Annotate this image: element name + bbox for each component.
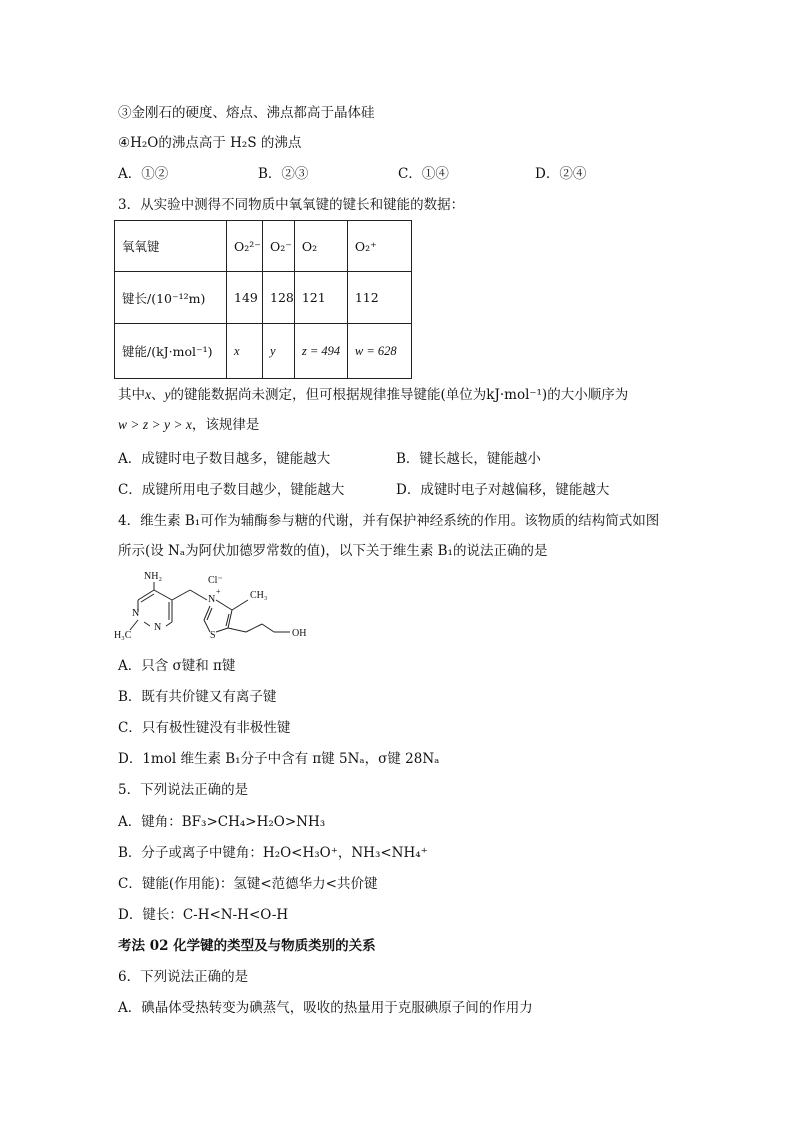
label-s: S <box>210 630 216 641</box>
bond-data-table <box>114 220 412 379</box>
q3-order: w > z > y > x，该规律是 <box>118 417 260 433</box>
q5-option-c: C．键能(作用能)：氢键<范德华力<共价键 <box>118 876 378 892</box>
q3-option-c: C．成键所用电子数目越少，键能越大 <box>118 482 345 498</box>
q4-option-a: A．只含 σ键和 π键 <box>118 658 236 674</box>
q4-option-d: D．1mol 维生素 B₁分子中含有 π键 5Nₐ，σ键 28Nₐ <box>118 751 440 767</box>
species-o2-minus: O₂⁻ <box>263 221 295 272</box>
question-5: 5．下列说法正确的是 <box>118 782 249 798</box>
question-4-line2: 所示(设 Nₐ为阿伏加德罗常数的值)，以下关于维生素 B₁的说法正确的是 <box>118 543 548 559</box>
q5-option-b: B．分子或离子中键角：H₂O<H₃O⁺，NH₃<NH₄⁺ <box>118 845 428 861</box>
q3-explanation: 其中x、y的键能数据尚未测定，但可根据规律推导键能(单位为kJ·mol⁻¹)的大小顺序为 <box>118 387 629 403</box>
q5-option-d: D．键长：C-H<N-H<O-H <box>118 907 289 923</box>
label-ch3: CH₃ <box>250 590 268 601</box>
length-value: 121 <box>294 272 347 324</box>
label-plus: + <box>216 587 221 596</box>
q3-option-b: B．键长越长，键能越小 <box>396 451 541 467</box>
label-n1: N <box>132 608 140 619</box>
statement-3: ③金刚石的硬度、熔点、沸点都高于晶体硅 <box>118 105 375 121</box>
length-value: 128 <box>263 272 295 324</box>
q3-option-a: A．成键时电子数目越多，键能越大 <box>118 451 331 467</box>
label-cl: Cl⁻ <box>208 575 223 586</box>
label-h3c: H₃C <box>114 630 132 641</box>
row-label-energy: 键能/(kJ·mol⁻¹) <box>115 324 227 379</box>
q2-option-a: A．①② <box>118 166 169 182</box>
energy-value: x <box>227 324 263 379</box>
row-label-bond: 氧氧键 <box>115 221 227 272</box>
species-o2: O₂ <box>294 221 347 272</box>
label-n2: N <box>154 622 162 633</box>
energy-value: y <box>263 324 295 379</box>
energy-value: z = 494 <box>294 324 347 379</box>
question-4-line1: 4．维生素 B₁可作为辅酶参与糖的代谢，并有保护神经系统的作用。该物质的结构简式如图 <box>118 513 660 529</box>
species-o2-2minus: O₂²⁻ <box>227 221 263 272</box>
length-value: 149 <box>227 272 263 324</box>
q4-option-b: B．既有共价键又有离子键 <box>118 689 277 705</box>
row-label-length: 键长/(10⁻¹²m) <box>115 272 227 324</box>
label-nh2: NH₂ <box>144 571 162 582</box>
q4-option-c: C．只有极性键没有非极性键 <box>118 720 291 736</box>
question-3: 3．从实验中测得不同物质中氧氧键的键长和键能的数据： <box>118 197 465 213</box>
label-oh: OH <box>292 628 307 639</box>
question-6: 6．下列说法正确的是 <box>118 969 249 985</box>
section-heading: 考法 02 化学键的类型及与物质类别的关系 <box>118 938 376 954</box>
energy-value: w = 628 <box>347 324 411 379</box>
statement-4: ④H₂O的沸点高于 H₂S 的沸点 <box>118 135 302 151</box>
label-n-plus: N <box>208 594 216 605</box>
q2-option-c: C．①④ <box>398 166 449 182</box>
q3-option-d: D．成键时电子对越偏移，键能越大 <box>396 482 610 498</box>
vitamin-b1-structure <box>114 564 334 654</box>
length-value: 112 <box>347 272 411 324</box>
species-o2-plus: O₂⁺ <box>347 221 411 272</box>
q2-option-d: D．②④ <box>535 166 587 182</box>
q5-option-a: A．键角：BF₃>CH₄>H₂O>NH₃ <box>118 814 326 830</box>
q2-option-b: B．②③ <box>258 166 309 182</box>
q6-option-a: A．碘晶体受热转变为碘蒸气，吸收的热量用于克服碘原子间的作用力 <box>118 1000 533 1016</box>
